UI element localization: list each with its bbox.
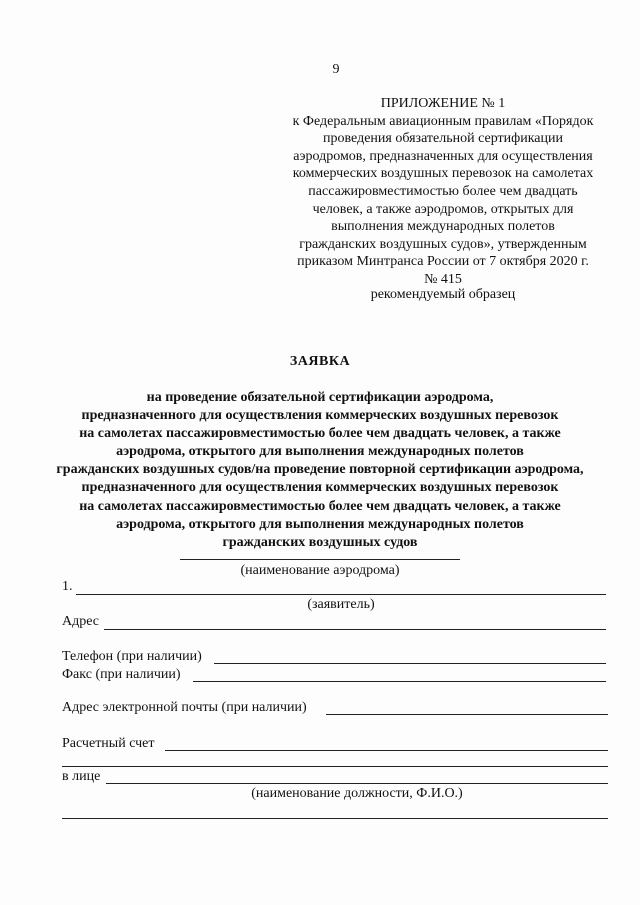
fax-label: Факс (при наличии) <box>62 667 181 682</box>
email-field[interactable] <box>326 714 608 715</box>
appendix-line: аэродромов, предназначенных для осуществления <box>293 148 593 164</box>
appendix-line: ПРИЛОЖЕНИЕ № 1 <box>380 96 506 111</box>
appendix-header <box>270 95 616 289</box>
subject-line: аэродрома, открытого для выполнения международных полетов <box>116 516 524 532</box>
sample-note: рекомендуемый образец <box>370 287 516 302</box>
appendix-line: человек, а также аэродромов, открытых для <box>312 201 574 217</box>
application-subject <box>0 389 640 552</box>
document-title: ЗАЯВКА <box>289 354 351 369</box>
page-number: 9 <box>332 62 340 77</box>
person-field-continuation[interactable] <box>62 818 608 819</box>
appendix-line: № 415 <box>424 271 462 287</box>
appendix-line: выполнения международных полетов <box>331 219 555 235</box>
aerodrome-name-caption: (наименование аэродрома) <box>240 563 400 578</box>
phone-label: Телефон (при наличии) <box>62 649 202 664</box>
fax-field[interactable] <box>193 681 606 682</box>
appendix-line: проведения обязательной сертификации <box>323 131 563 147</box>
aerodrome-name-field[interactable] <box>180 559 460 560</box>
appendix-line: приказом Минтранса России от 7 октября 2020 г. <box>297 254 589 270</box>
person-field[interactable] <box>106 783 608 784</box>
phone-field[interactable] <box>214 663 606 664</box>
person-label: в лице <box>62 769 101 784</box>
subject-line: гражданских воздушных судов/на проведение повторной сертификации аэродрома, <box>56 462 584 478</box>
subject-line: на самолетах пассажировместимостью более чем двадцать человек, а также <box>79 498 561 514</box>
account-field[interactable] <box>165 750 608 751</box>
subject-line: на самолетах пассажировместимостью более чем двадцать человек, а также <box>79 426 561 442</box>
subject-line: предназначенного для осуществления коммерческих воздушных перевозок <box>81 480 559 496</box>
applicant-field[interactable] <box>76 594 606 595</box>
address-label: Адрес <box>62 614 100 629</box>
email-label: Адрес электронной почты (при наличии) <box>62 700 307 715</box>
applicant-caption: (заявитель) <box>307 597 375 612</box>
appendix-line: гражданских воздушных судов», утвержденным <box>299 236 587 252</box>
subject-line: аэродрома, открытого для выполнения международных полетов <box>116 444 524 460</box>
subject-line: на проведение обязательной сертификации аэродрома, <box>146 390 494 405</box>
appendix-line: коммерческих воздушных перевозок на самолетах <box>292 166 594 182</box>
position-caption: (наименование должности, Ф.И.О.) <box>251 786 463 801</box>
item-number: 1. <box>62 579 73 594</box>
subject-line: гражданских воздушных судов <box>222 534 418 550</box>
appendix-line: к Федеральным авиационным правилам «Порядок <box>292 113 594 129</box>
address-field[interactable] <box>104 629 606 630</box>
account-label: Расчетный счет <box>62 736 155 751</box>
account-field-continuation[interactable] <box>62 766 608 767</box>
appendix-line: пассажировместимостью более чем двадцать <box>308 183 578 199</box>
subject-line: предназначенного для осуществления коммерческих воздушных перевозок <box>81 408 559 424</box>
